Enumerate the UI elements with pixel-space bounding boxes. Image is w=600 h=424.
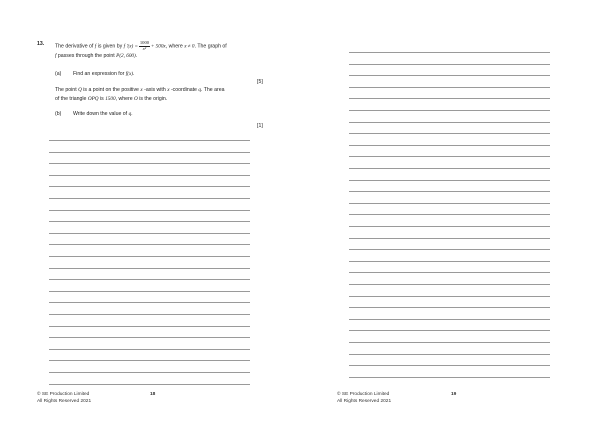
footer-publisher-left: © SE Production Limited bbox=[37, 392, 90, 397]
footer-rights-left: All Rights Reserved 2021 bbox=[37, 399, 92, 404]
question-intro-line1 bbox=[55, 41, 227, 51]
footer-rights-right: All Rights Reserved 2021 bbox=[337, 399, 392, 404]
middle2-opq: OPQ bbox=[87, 96, 99, 102]
footer-publisher-right: © SE Production Limited bbox=[337, 392, 390, 397]
answer-line[interactable] bbox=[349, 122, 550, 123]
answer-line[interactable] bbox=[349, 238, 550, 239]
answer-line[interactable] bbox=[49, 302, 250, 303]
part-b-text: Write down the value of bbox=[73, 111, 129, 117]
answer-line[interactable] bbox=[49, 140, 250, 141]
part-a-marks: [5] bbox=[257, 79, 263, 85]
answer-line[interactable] bbox=[349, 52, 550, 53]
answer-line[interactable] bbox=[349, 365, 550, 366]
answer-line[interactable] bbox=[349, 180, 550, 181]
derivative-lhs: f '(x) = bbox=[123, 43, 140, 50]
middle2-text-b: is bbox=[98, 96, 106, 102]
middle-x2: x bbox=[167, 87, 170, 93]
line2-end: . bbox=[135, 53, 138, 59]
middle2-o: O bbox=[134, 96, 138, 102]
middle-text-c: -axis with bbox=[142, 87, 168, 93]
answer-line[interactable] bbox=[349, 203, 550, 204]
part-b-end: . bbox=[131, 111, 133, 117]
middle-x: x bbox=[140, 87, 143, 93]
answer-line[interactable] bbox=[349, 330, 550, 331]
part-b-question bbox=[73, 111, 133, 117]
answer-line[interactable] bbox=[349, 168, 550, 169]
answer-line[interactable] bbox=[349, 284, 550, 285]
part-a-expression: f(x) bbox=[125, 71, 133, 77]
middle-statement-line2 bbox=[55, 96, 167, 102]
middle2-area: 1500 bbox=[105, 96, 116, 102]
answer-line[interactable] bbox=[49, 326, 250, 327]
answer-line[interactable] bbox=[349, 75, 550, 76]
page-number-right: 19 bbox=[451, 392, 457, 397]
answer-line[interactable] bbox=[49, 337, 250, 338]
middle-text-e: . The area bbox=[200, 87, 225, 93]
answer-line[interactable] bbox=[49, 279, 250, 280]
derivative-numerator: 1000 bbox=[139, 40, 150, 45]
answer-line[interactable] bbox=[49, 244, 250, 245]
middle2-text-c: , where bbox=[115, 96, 135, 102]
part-a-label: (a) bbox=[55, 71, 62, 77]
middle2-text-a: of the triangle bbox=[55, 96, 88, 102]
answer-line[interactable] bbox=[49, 349, 250, 350]
intro-condition: x ≠ 0 bbox=[184, 43, 195, 50]
part-b-q: q bbox=[128, 111, 132, 117]
middle-statement-line1 bbox=[55, 87, 225, 93]
answer-line[interactable] bbox=[49, 384, 250, 385]
answer-line[interactable] bbox=[349, 156, 550, 157]
middle-q2: q bbox=[198, 87, 201, 93]
answer-line[interactable] bbox=[49, 268, 250, 269]
answer-line[interactable] bbox=[349, 133, 550, 134]
answer-line[interactable] bbox=[349, 87, 550, 88]
intro-text-4: . The graph of bbox=[194, 43, 227, 50]
derivative-denominator: x² bbox=[142, 45, 147, 51]
answer-line[interactable] bbox=[49, 198, 250, 199]
answer-line[interactable] bbox=[349, 145, 550, 146]
answer-line[interactable] bbox=[49, 372, 250, 373]
part-a-end: . bbox=[132, 71, 135, 77]
answer-line[interactable] bbox=[49, 186, 250, 187]
answer-line[interactable] bbox=[349, 342, 550, 343]
answer-line[interactable] bbox=[349, 296, 550, 297]
answer-line[interactable] bbox=[349, 307, 550, 308]
answer-line[interactable] bbox=[349, 261, 550, 262]
part-b-label: (b) bbox=[55, 111, 62, 117]
line2-text: passes through the point bbox=[56, 53, 117, 59]
answer-line[interactable] bbox=[349, 249, 550, 250]
intro-f: f bbox=[94, 43, 97, 50]
question-intro-line2 bbox=[55, 53, 137, 59]
answer-line[interactable] bbox=[49, 152, 250, 153]
middle2-text-d: is the origin. bbox=[137, 96, 168, 102]
answer-line[interactable] bbox=[349, 191, 550, 192]
part-a-text: Find an expression for bbox=[73, 71, 126, 77]
answer-line[interactable] bbox=[49, 210, 250, 211]
intro-text-2: is given by bbox=[96, 43, 124, 50]
middle-text-b: is a point on the positive bbox=[81, 87, 141, 93]
middle-text-d: -coordinate bbox=[169, 87, 199, 93]
middle-text-a: The point bbox=[55, 87, 79, 93]
answer-line[interactable] bbox=[349, 110, 550, 111]
intro-text-1: The derivative of bbox=[55, 43, 95, 50]
line2-point: P(2, 600) bbox=[116, 53, 136, 59]
answer-line[interactable] bbox=[49, 163, 250, 164]
answer-line[interactable] bbox=[49, 233, 250, 234]
question-number: 13. bbox=[37, 41, 45, 47]
answer-line[interactable] bbox=[349, 64, 550, 65]
intro-text-3: , where bbox=[165, 43, 185, 50]
derivative-fraction bbox=[139, 41, 149, 51]
answer-lines-right[interactable] bbox=[349, 52, 550, 384]
middle-q: Q bbox=[78, 87, 82, 93]
line2-f: f bbox=[55, 53, 57, 59]
answer-lines-left[interactable] bbox=[49, 140, 250, 386]
answer-line[interactable] bbox=[349, 354, 550, 355]
right-page bbox=[300, 0, 600, 424]
answer-line[interactable] bbox=[49, 221, 250, 222]
answer-line[interactable] bbox=[49, 291, 250, 292]
answer-line[interactable] bbox=[349, 272, 550, 273]
answer-line[interactable] bbox=[349, 377, 550, 378]
page-number-left: 18 bbox=[150, 392, 156, 397]
answer-line[interactable] bbox=[49, 314, 250, 315]
answer-line[interactable] bbox=[349, 226, 550, 227]
part-b-marks: [1] bbox=[257, 123, 263, 129]
answer-line[interactable] bbox=[49, 256, 250, 257]
answer-line[interactable] bbox=[349, 319, 550, 320]
answer-line[interactable] bbox=[49, 175, 250, 176]
answer-line[interactable] bbox=[49, 360, 250, 361]
derivative-rest: + 500x bbox=[149, 43, 166, 50]
part-a-question bbox=[73, 71, 134, 77]
answer-line[interactable] bbox=[349, 98, 550, 99]
answer-line[interactable] bbox=[349, 214, 550, 215]
